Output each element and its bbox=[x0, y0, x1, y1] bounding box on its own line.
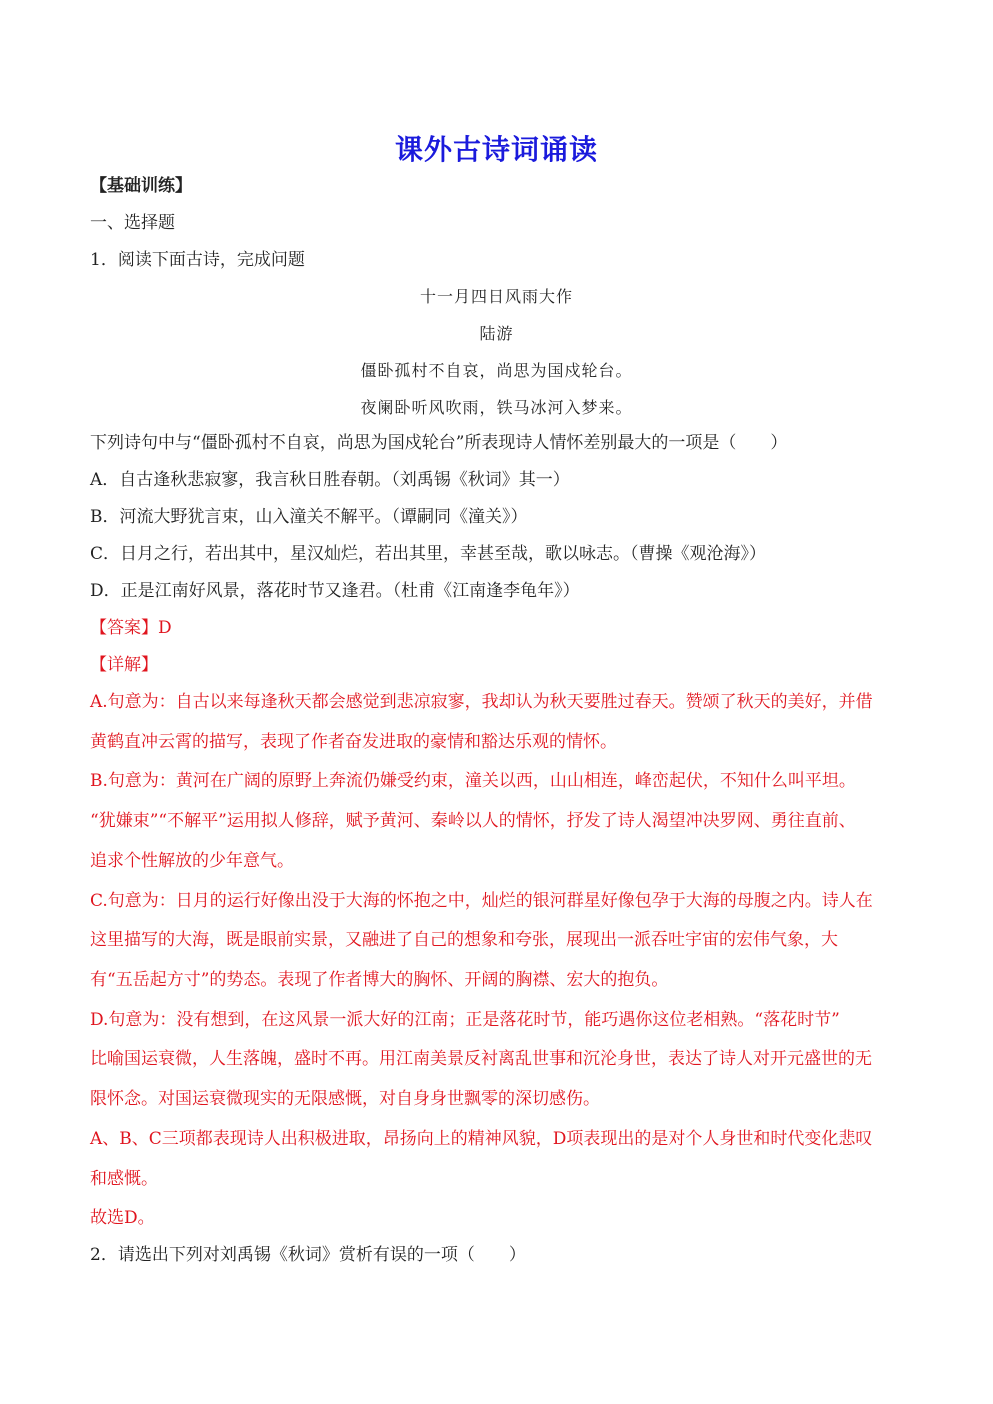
question-1-text: 下列诗句中与“僵卧孤村不自哀，尚思为国戍轮台”所表现诗人情怀差别最大的一项是（ ） bbox=[90, 433, 788, 453]
explain-line: 限怀念。对国运衰微现实的无限感慨，对自身身世飘零的深切感伤。 bbox=[90, 1089, 600, 1109]
option-d: D．正是江南好风景，落花时节又逢君。（杜甫《江南逢李龟年》） bbox=[90, 581, 580, 601]
part-heading: 一、选择题 bbox=[90, 213, 175, 233]
explain-line: 和感慨。 bbox=[90, 1169, 158, 1189]
answer-label: 【答案】 bbox=[90, 618, 158, 638]
poem-line-2: 夜阑卧听风吹雨，铁马冰河入梦来。 bbox=[360, 398, 633, 417]
page-title: 课外古诗词诵读 bbox=[394, 133, 598, 166]
answer-line bbox=[90, 617, 172, 639]
explain-line: 追求个性解放的少年意气。 bbox=[90, 851, 294, 871]
explain-line: C.句意为：日月的运行好像出没于大海的怀抱之中，灿烂的银河群星好像包孕于大海的母腹之内。诗人在 bbox=[90, 891, 873, 911]
explain-line: 这里描写的大海，既是眼前实景，又融进了自己的想象和夸张，展现出一派吞吐宇宙的宏伟气象，大 bbox=[90, 930, 838, 950]
section-heading: 【基础训练】 bbox=[90, 176, 192, 196]
explain-line: 有“五岳起方寸”的势态。表现了作者博大的胸怀、开阔的胸襟、宏大的抱负。 bbox=[90, 970, 669, 990]
explain-line: A.句意为：自古以来每逢秋天都会感觉到悲凉寂寥，我却认为秋天要胜过春天。赞颂了秋天的美好，并借 bbox=[90, 692, 873, 712]
question-2-stem: 2．请选出下列对刘禹锡《秋词》赏析有误的一项（ ） bbox=[90, 1245, 526, 1265]
explain-line: 比喻国运衰微，人生落魄，盛时不再。用江南美景反衬离乱世事和沉沦身世，表达了诗人对开元盛世的无 bbox=[90, 1049, 872, 1069]
explain-line: 黄鹤直冲云霄的描写，表现了作者奋发进取的豪情和豁达乐观的情怀。 bbox=[90, 732, 617, 752]
option-a: A．自古逢秋悲寂寥，我言秋日胜春朝。（刘禹锡《秋词》其一） bbox=[90, 470, 570, 490]
poem-line-1: 僵卧孤村不自哀，尚思为国戍轮台。 bbox=[360, 361, 633, 380]
option-b: B．河流大野犹言束，山入潼关不解平。（谭嗣同《潼关》） bbox=[90, 507, 528, 527]
explain-line: D.句意为：没有想到，在这风景一派大好的江南；正是落花时节，能巧遇你这位老相熟。“落花时节” bbox=[90, 1010, 840, 1030]
answer-value: D bbox=[158, 618, 172, 638]
explain-label: 【详解】 bbox=[90, 655, 158, 675]
explain-line: B.句意为：黄河在广阔的原野上奔流仍嫌受约束，潼关以西，山山相连，峰峦起伏，不知什么叫平坦。 bbox=[90, 771, 856, 791]
explain-line: 故选D。 bbox=[90, 1208, 155, 1228]
poem-author: 陆游 bbox=[479, 324, 514, 343]
poem-title: 十一月四日风雨大作 bbox=[419, 287, 573, 306]
option-c: C．日月之行，若出其中，星汉灿烂，若出其里，幸甚至哉，歌以咏志。（曹操《观沧海》） bbox=[90, 544, 767, 564]
question-1-stem: 1．阅读下面古诗，完成问题 bbox=[90, 250, 305, 270]
explain-line: “犹嫌束”“不解平”运用拟人修辞，赋予黄河、秦岭以人的情怀，抒发了诗人渴望冲决罗网、勇往直前、 bbox=[90, 811, 856, 831]
explain-line: A、B、C三项都表现诗人出积极进取，昂扬向上的精神风貌，D项表现出的是对个人身世和时代变化悲叹 bbox=[90, 1129, 873, 1149]
